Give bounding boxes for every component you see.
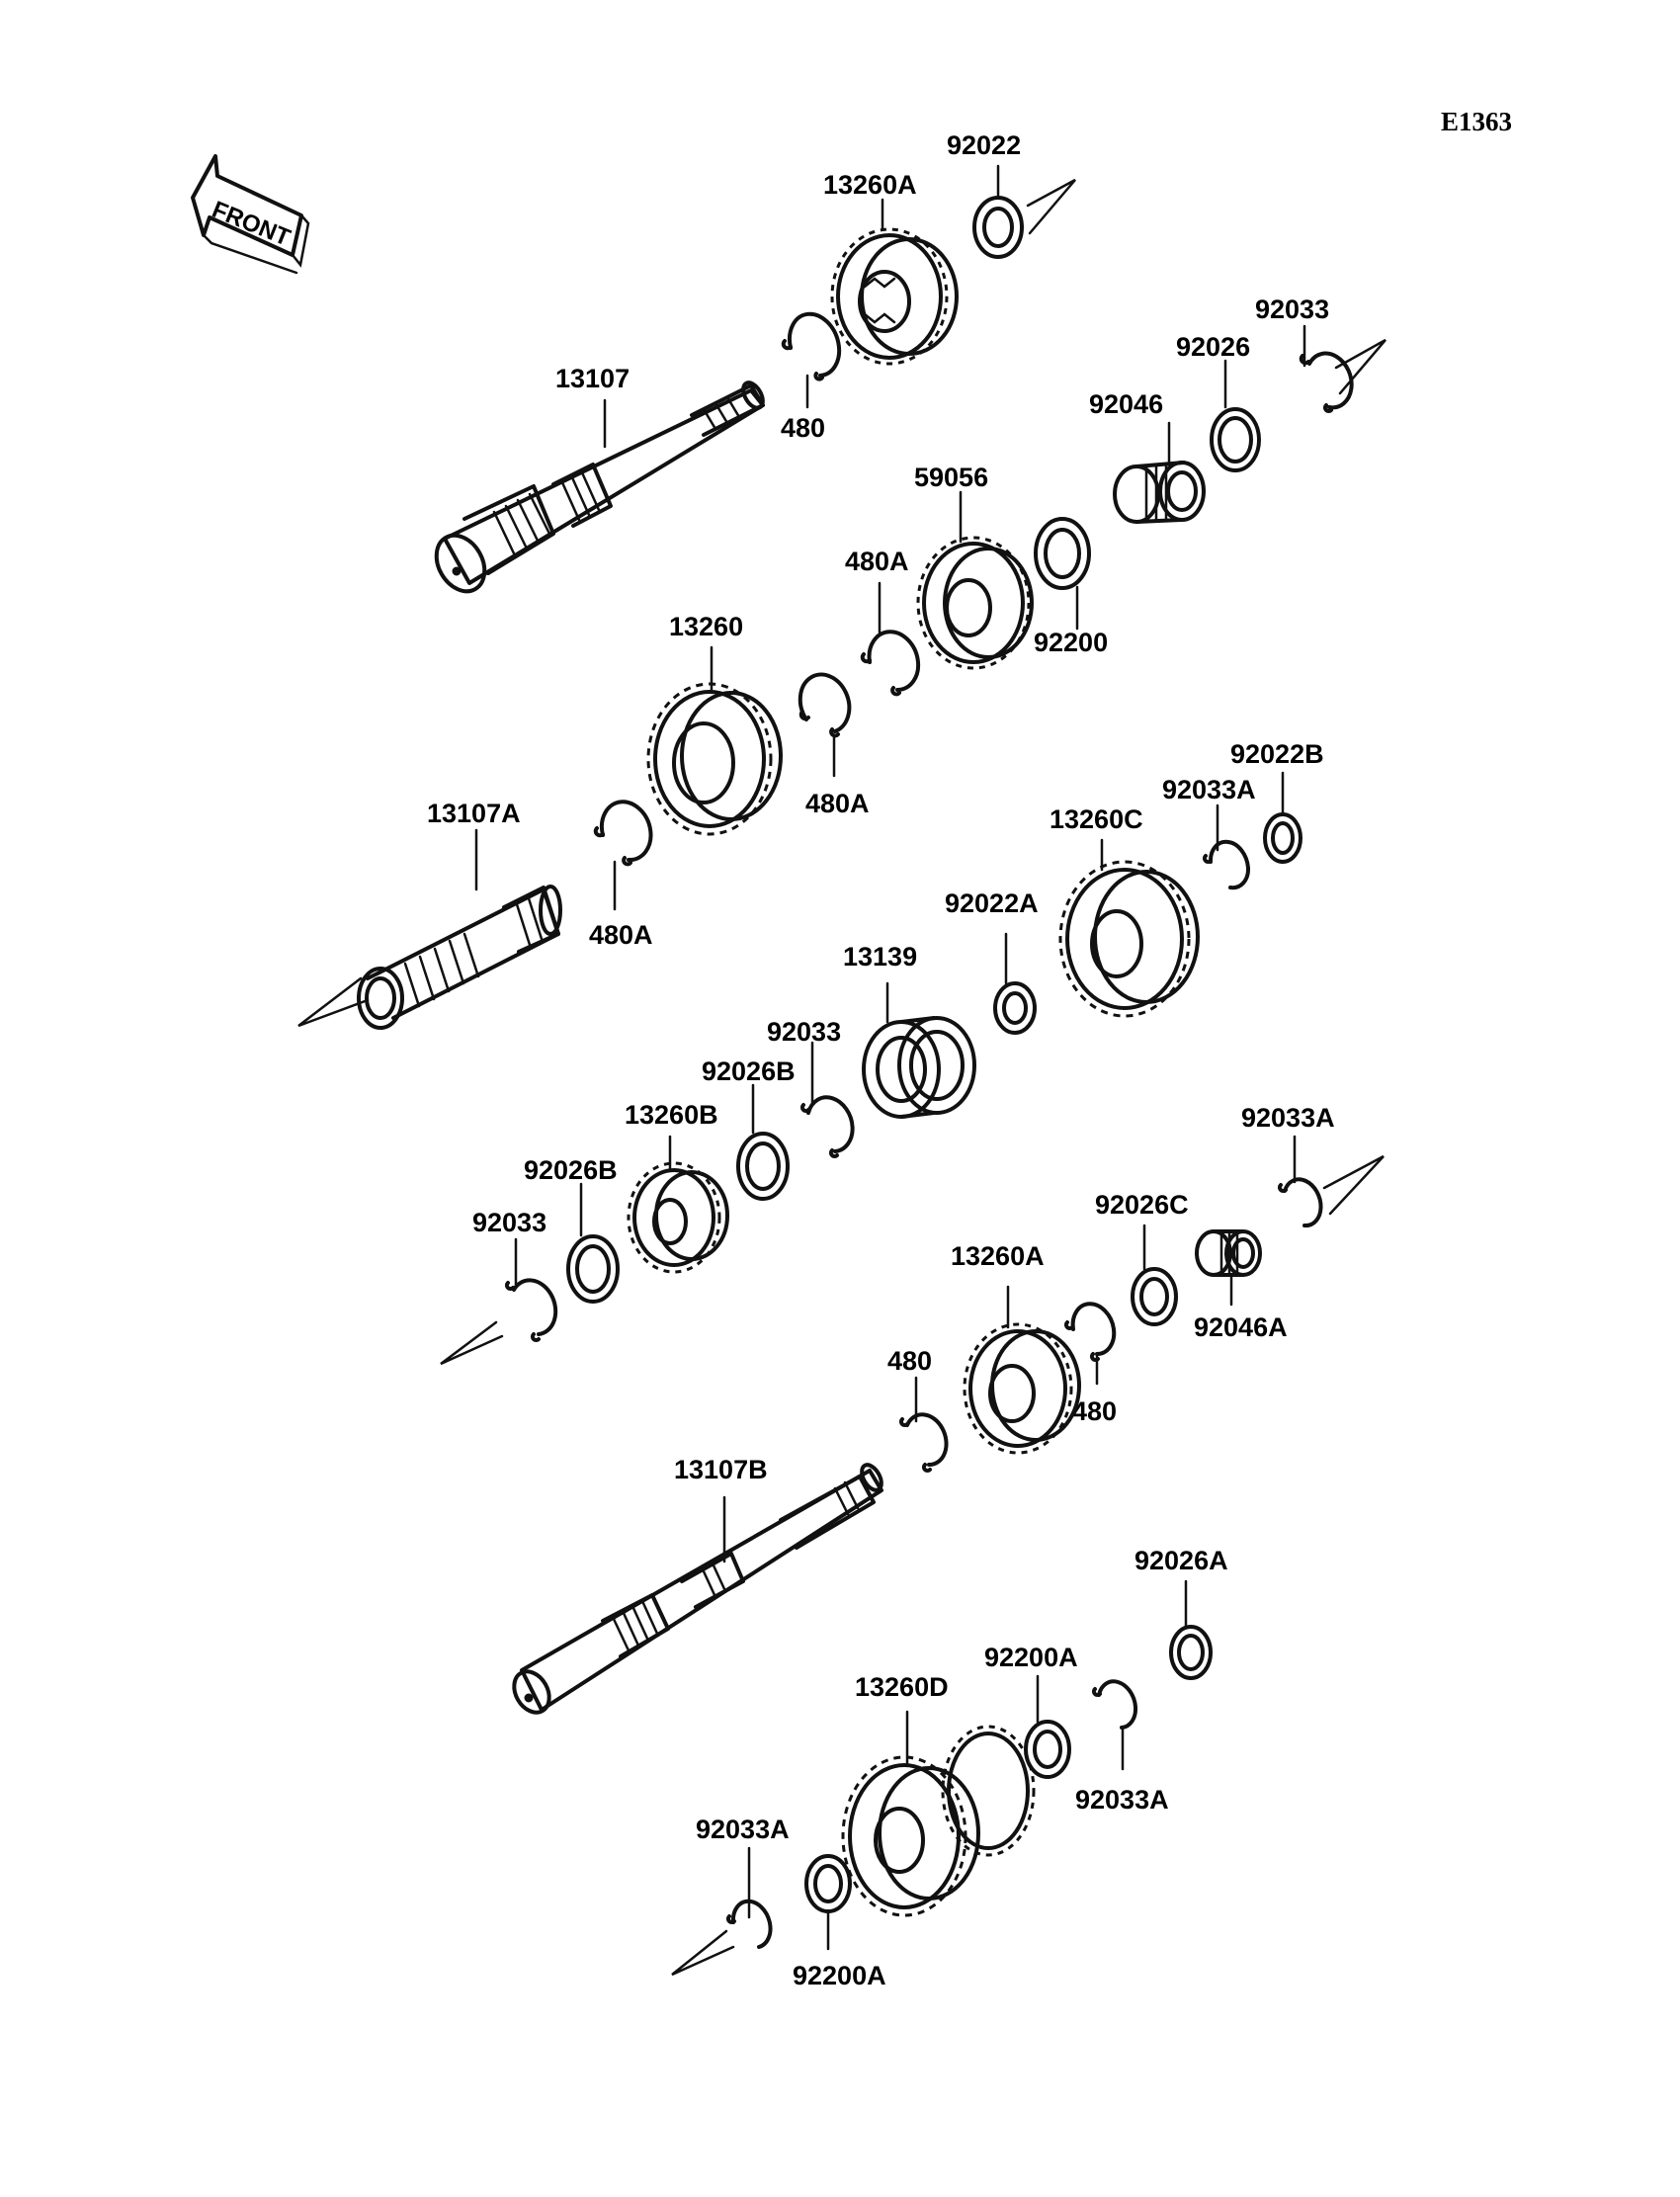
part-label-13107: 13107 [555, 364, 630, 393]
circlip-480-low-left [901, 1414, 947, 1471]
circlip-480A-low [596, 802, 651, 864]
part-label-92046: 92046 [1089, 389, 1164, 419]
gear-13260D [843, 1727, 1034, 1915]
part-label-92022: 92022 [947, 130, 1022, 160]
part-label-480A-upper: 480A [845, 547, 909, 576]
part-label-480-low-left: 480 [887, 1346, 933, 1376]
washer-92026B-b [568, 1236, 618, 1302]
front-label: FRONT [208, 196, 294, 252]
part-label-92033A-a: 92033A [1162, 775, 1256, 804]
gear-13260C [1060, 862, 1198, 1016]
part-label-92033-left: 92033 [472, 1208, 547, 1237]
shaft-13107B [507, 1462, 885, 1719]
part-label-92046A: 92046A [1194, 1312, 1288, 1342]
part-label-13260D: 13260D [855, 1672, 949, 1702]
washer-92026B-a [738, 1134, 788, 1199]
gear-59056 [918, 538, 1032, 668]
part-label-92026A: 92026A [1134, 1546, 1228, 1575]
part-label-13260A-top: 13260A [823, 170, 917, 200]
part-label-480-low-right: 480 [1072, 1396, 1118, 1426]
part-label-480A-low: 480A [589, 920, 653, 950]
circlip-480A-mid [800, 675, 850, 736]
part-label-92026B-a: 92026B [702, 1056, 796, 1086]
gear-13260B [629, 1163, 727, 1272]
washer-92022A [995, 983, 1035, 1033]
circlip-480-low-right [1066, 1304, 1114, 1360]
gear-13260A-top [832, 229, 957, 364]
shaft-13107A [359, 887, 560, 1028]
circlip-92033A-c [1094, 1681, 1135, 1728]
part-label-13139: 13139 [843, 942, 918, 972]
part-label-13260C: 13260C [1050, 804, 1143, 834]
washer-92200 [1036, 519, 1089, 588]
washer-92022B [1265, 814, 1301, 862]
circlip-92033A-a [1205, 842, 1248, 887]
part-label-92033A-b: 92033A [1241, 1103, 1335, 1133]
circlip-92033-mid [802, 1097, 853, 1156]
front-arrow-icon [193, 156, 308, 273]
diagram-code: E1363 [1441, 107, 1513, 136]
part-label-92026C: 92026C [1095, 1190, 1189, 1220]
gear-13260A-low [965, 1324, 1079, 1453]
part-label-92200A-b: 92200A [793, 1961, 886, 1990]
part-label-480-top: 480 [781, 413, 826, 443]
washer-92026 [1212, 409, 1259, 470]
washer-92026A [1171, 1627, 1211, 1678]
part-label-92200A-a: 92200A [984, 1643, 1078, 1672]
circlip-92033-left [507, 1280, 555, 1340]
part-label-13260A-low: 13260A [951, 1241, 1045, 1271]
circlip-480A-upper [863, 632, 918, 694]
circlip-92033A-b [1280, 1179, 1321, 1225]
part-label-92026B-b: 92026B [524, 1155, 618, 1185]
washer-92200A-b [806, 1856, 850, 1911]
part-label-13260: 13260 [669, 612, 744, 641]
shaft-13107 [427, 380, 767, 600]
gear-13260 [648, 684, 781, 834]
bearing-92046A [1197, 1231, 1260, 1275]
part-label-92033A-d: 92033A [696, 1815, 790, 1844]
part-label-13260B: 13260B [625, 1100, 718, 1130]
collar-13139 [864, 1018, 974, 1117]
part-label-92026: 92026 [1176, 332, 1251, 362]
part-label-13107A: 13107A [427, 799, 521, 828]
bearing-92046 [1115, 463, 1204, 522]
part-label-92022A: 92022A [945, 888, 1039, 918]
circlip-480-top [784, 314, 839, 380]
part-label-92033A-c: 92033A [1075, 1785, 1169, 1815]
part-label-92022B: 92022B [1230, 739, 1324, 769]
part-label-13107B: 13107B [674, 1455, 768, 1484]
part-label-92033-top: 92033 [1255, 295, 1330, 324]
part-label-480A-mid: 480A [805, 789, 870, 818]
part-label-59056: 59056 [914, 463, 989, 492]
washer-92026C [1133, 1269, 1176, 1324]
part-label-92033-mid: 92033 [767, 1017, 842, 1047]
washer-92022 [974, 198, 1022, 257]
part-label-92200: 92200 [1034, 628, 1109, 657]
